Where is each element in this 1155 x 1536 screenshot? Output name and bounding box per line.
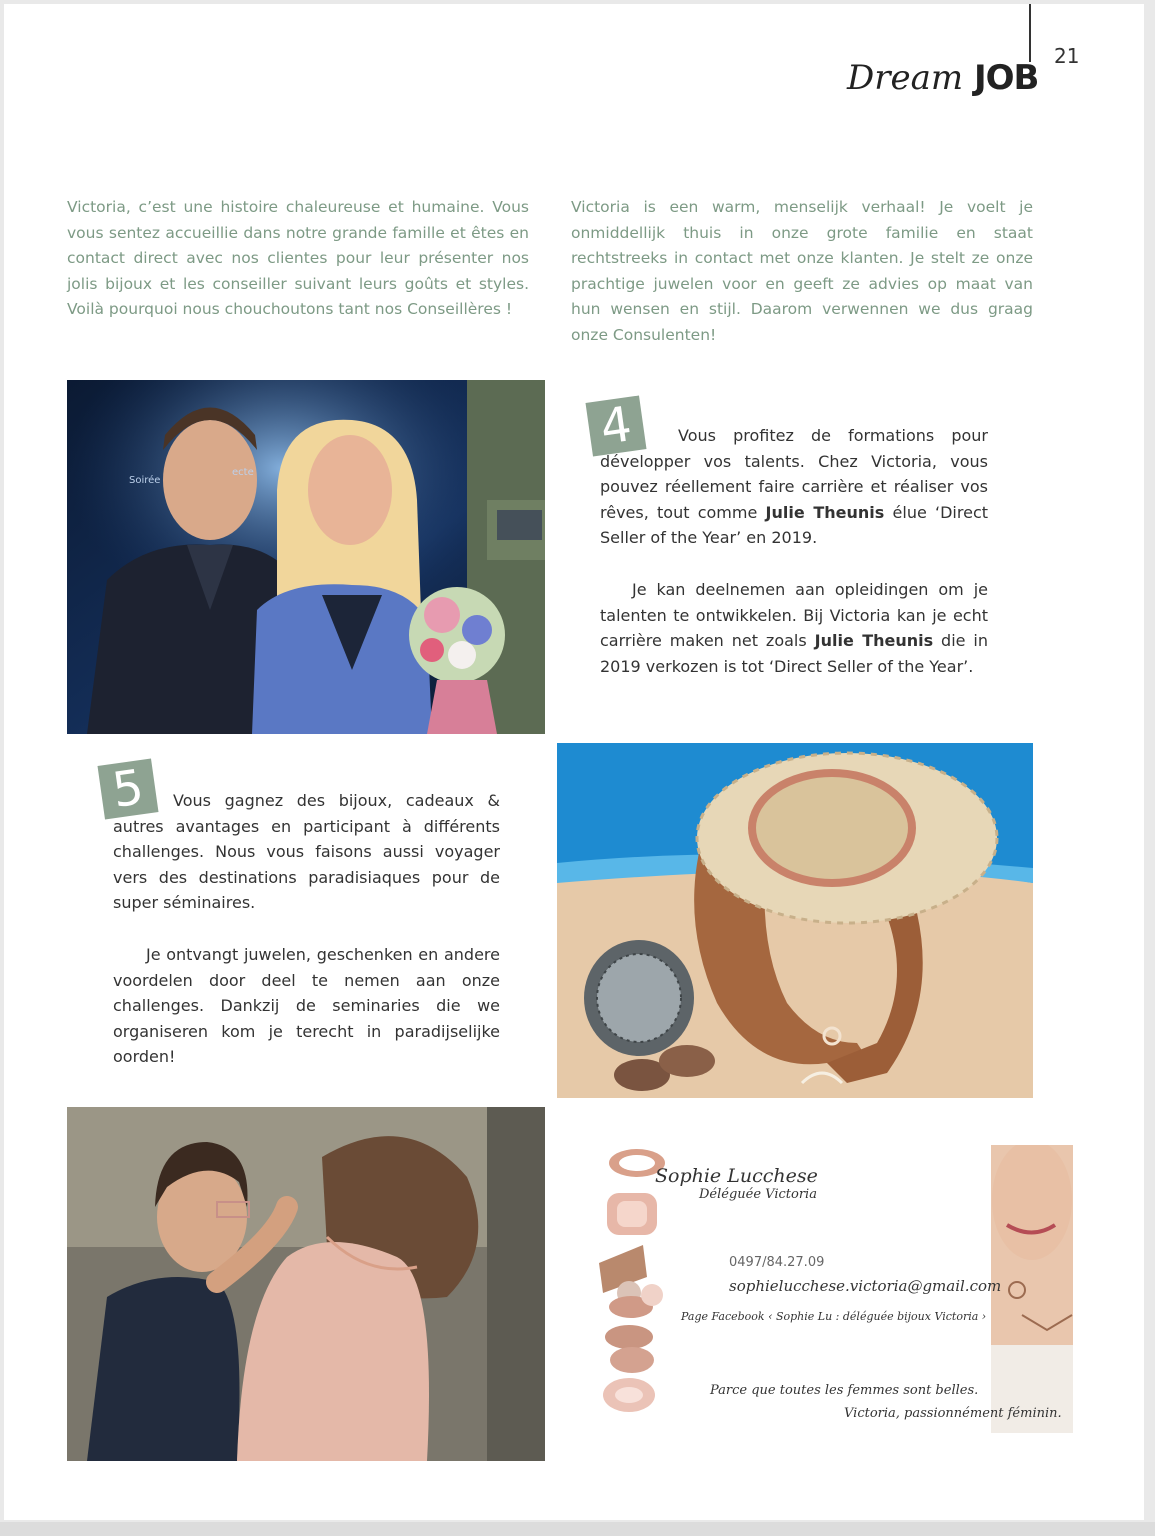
section-title-light: Dream: [847, 58, 964, 98]
card-slogan-line-2: Victoria, passionnément féminin.: [844, 1406, 1062, 1421]
page-number: 21: [1054, 44, 1080, 68]
card-phone: 0497/84.27.09: [729, 1255, 825, 1270]
section-5-text-fr: Vous gagnez des bijoux, cadeaux & autres avantages en participant à différents challenges. Nous vous faisons aussi voyager vers des destinations paradisiaques pour de super séminaires.: [113, 791, 500, 913]
highlight-name-nl: Julie Theunis: [814, 631, 934, 651]
section-4-text-nl: Je kan deelnemen aan opleidingen om je talenten te ontwikkelen. Bij Victoria kan je echt carrière maken net zoals Julie Theunis die in 2019 verkozen is tot ‘Direct Seller of the Year’.: [600, 580, 989, 676]
section-5-text-nl: Je ontvangt juwelen, geschenken en andere voordelen door deel te nemen aan onze challenges. Dankzij de seminaries die we organiseren kom je terecht in paradijselijke oorden!: [113, 945, 500, 1067]
number-badge-5: 5: [98, 759, 159, 820]
card-name: Sophie Lucchese: [655, 1165, 818, 1187]
card-facebook[interactable]: Page Facebook ‹ Sophie Lu : déléguée bijoux Victoria ›: [681, 1310, 987, 1323]
intro-paragraph-nl: Victoria is een warm, menselijk verhaal! Je voelt je onmiddellijk thuis in onze grote familie en staat rechtstreeks in contact met onze klanten. Je stelt ze onze prachtige juwelen voor en geeft ze advies op maat van hun wensen en stijl. Daarom verwennen we dus graag onze Consulenten!: [571, 198, 1033, 344]
section-title-bold: JOB: [973, 58, 1039, 98]
number-badge-4: 4: [586, 396, 647, 457]
section-4-text-fr: Vous profitez de formations pour développer vos talents. Chez Victoria, vous pouvez réellement faire carrière et réaliser vos rêves, tout comme Julie Theunis élue ‘Direct Seller of the Year’ en 2019.: [600, 426, 989, 548]
photo-pool-hat-jewelry: [557, 743, 1033, 1098]
photo-hairdresser: [67, 1107, 545, 1461]
card-role: Déléguée Victoria: [699, 1187, 817, 1202]
card-slogan-line-1: Parce que toutes les femmes sont belles.: [710, 1383, 979, 1398]
card-email[interactable]: sophielucchese.victoria@gmail.com: [729, 1277, 1002, 1295]
photo-sign-text: Soirée: [129, 475, 161, 486]
section-title: [847, 58, 1038, 98]
photo-award-winners: [67, 380, 545, 734]
highlight-name-fr: Julie Theunis: [765, 502, 885, 522]
header-rule: [1029, 4, 1031, 62]
intro-paragraph-fr: Victoria, c’est une histoire chaleureuse et humaine. Vous vous sentez accueillie dans notre grande famille et êtes en contact direct avec nos clientes pour leur présenter nos jolis bijoux et les conseiller suivant leurs goûts et styles. Voilà pourquoi nous chouchoutons tant nos Conseillères !: [67, 198, 529, 319]
contact-card: [577, 1145, 1073, 1433]
photo-sign-text-2: ecte: [232, 467, 254, 478]
page-bottom-edge: [0, 1522, 1155, 1536]
